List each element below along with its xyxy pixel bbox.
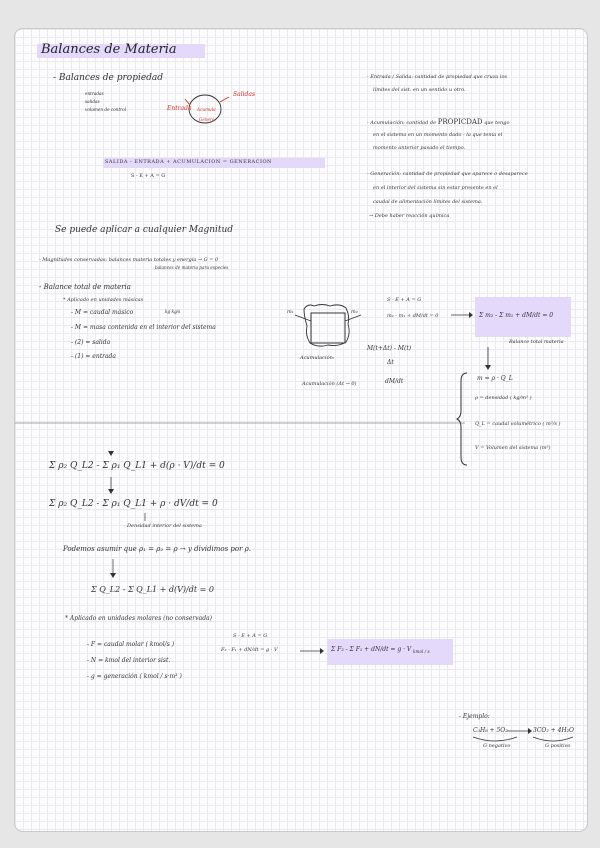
example-left-note: G negativo: [483, 743, 511, 749]
def-generacion-line: caudal de alimentación límites del sistema.: [373, 199, 483, 205]
def-generacion-line: en el interior del sistema sin estar presente en el: [373, 185, 498, 191]
general-balance-short: S - E + A = G: [131, 173, 166, 179]
bracket-volflow-label: Q_L = caudal volumétrico: [475, 421, 541, 427]
balance-line-1: S - E + A = G: [387, 297, 422, 303]
molar-flow-label: - F = caudal molar: [87, 641, 144, 648]
list-item: salidas: [85, 99, 100, 104]
diagram-salidas: Salidas: [233, 91, 256, 98]
mass-flow-def: - M = caudal másico: [71, 309, 134, 316]
molar-flow-def: - F = caudal molar ( kmol/s ): [87, 641, 175, 648]
box-m2: m₂: [351, 309, 358, 315]
page-title: Balances de Materia: [41, 42, 177, 57]
molar-gen-units: kmol / s·m³: [143, 673, 178, 680]
diagram-acumula: Acumula: [197, 107, 216, 112]
mass-flow-units: kg kg/s: [165, 309, 181, 314]
any-magnitude-heading: Se puede aplicar a cualquier Magnitud: [55, 225, 234, 235]
handwritten-lines: [15, 29, 587, 831]
molar-gen-label: - g = generación: [87, 673, 138, 680]
def-acumulacion-line: en el sistema en un momento dado - la que tenía el: [373, 132, 503, 138]
example-heading: - Ejemplo:: [459, 713, 490, 720]
bracket-volume: V = Volumen del sistema (m³): [475, 445, 551, 451]
section-heading-total: - Balance total de materia: [39, 283, 131, 291]
example-right-note: G positivo: [545, 743, 571, 749]
general-balance-banner: SALIDA - ENTRADA + ACUMULACION = GENERACION: [105, 159, 272, 165]
list-item: volumen de control: [85, 107, 126, 112]
acum-label: Acumulación:: [300, 355, 335, 361]
diagram-entrada: Entrada: [167, 105, 192, 112]
molar-result-units: kmol / s: [413, 649, 430, 654]
acum-fraction-den: Δt: [387, 359, 394, 366]
def-entrada-line: - Entrada / Salida: cantidad de propiedad que cruza los: [367, 74, 508, 80]
balance-line-2: m₂ - m₁ + dM/dt = 0: [387, 313, 439, 319]
def-acumulacion-title: [367, 118, 510, 126]
mass-units-sub: * Aplicado en unidades másicas: [63, 297, 144, 303]
molar-eq-top: S - E + A = G: [233, 633, 268, 639]
derivation-assumption: Podemos asumir que ρ₁ = ρ₂ = ρ → y dividimos por ρ.: [63, 545, 252, 553]
molar-result: Σ F₂ - Σ F₁ + dN/dt = g · V: [331, 646, 412, 653]
def-entrada-line: límites del sist. en un sentido u otro.: [373, 87, 466, 93]
molar-content-def: - N = kmol del interior sist.: [87, 657, 171, 664]
list-item: entradas: [85, 91, 104, 96]
def-acumulacion-big: PROPICDAD: [437, 118, 483, 126]
derivation-eq-3: Σ Q_L2 - Σ Q_L1 + d(V)/dt = 0: [91, 585, 214, 594]
acum-dmdt: dM/dt: [385, 378, 404, 385]
conserved-magnitudes: - Magnitudes conservadas: balances materia totales y energía → G = 0: [39, 257, 219, 263]
molar-eq: F₂ - F₁ + dN/dt = g · V: [221, 647, 278, 653]
bracket-density-units: kg/m³: [513, 395, 529, 401]
derivation-eq-1: Σ ρ₂ Q_L2 - Σ ρ₁ Q_L1 + d(ρ · V)/dt = 0: [49, 461, 225, 471]
bracket-mass-flow: m = ρ · Q_L: [477, 375, 513, 382]
acum-fraction-num: M(t+Δt) - M(t): [367, 345, 412, 352]
def-generacion-line: - Generación: cantidad de propiedad que aparece o desaparece: [367, 171, 528, 177]
example-products: 3CO₂ + 4H₂O: [533, 727, 574, 734]
molar-heading: * Aplicado en unidades molares (no conservada): [65, 615, 212, 622]
box-m1: m₁: [287, 309, 294, 315]
def-acumulacion-line: momento anterior pasado el tiempo.: [373, 145, 466, 151]
def-reaccion-note: → Debe haber reacción química: [369, 213, 450, 219]
derivation-eq-2: Σ ρ₂ Q_L2 - Σ ρ₁ Q_L1 + ρ · dV/dt = 0: [49, 499, 218, 509]
molar-flow-units: kmol/s: [149, 641, 170, 648]
section-heading-property: - Balances de propiedad: [53, 73, 164, 83]
inlet-def: - (1) = entrada: [71, 353, 116, 360]
acum-limit-label: Acumulación (Δt → 0): [302, 381, 357, 387]
conserved-note: balances de materia para especies: [155, 265, 229, 270]
diagram-genera: Genera: [199, 117, 215, 122]
balance-result: Σ m₂ - Σ m₁ + dM/dt = 0: [479, 312, 554, 319]
outlet-def: - (2) = salida: [71, 339, 111, 346]
example-reactants: C₃H₈ + 5O₂: [473, 727, 508, 734]
def-acumulacion-post: que tengo: [482, 120, 510, 126]
bracket-density-label: ρ = densidad: [475, 395, 509, 401]
molar-gen-def: - g = generación ( kmol / s·m³ ): [87, 673, 182, 680]
derivation-density-note: Densidad interior del sistema: [127, 523, 202, 529]
notebook-page: [14, 28, 588, 832]
balance-caption: Balance total materia: [509, 339, 564, 345]
mass-content-def: - M = masa contenida en el interior del sistema: [71, 324, 216, 331]
bracket-volflow: Q_L = caudal volumétrico ( m³/s ): [475, 421, 561, 427]
bracket-volflow-units: m³/s: [545, 421, 557, 427]
system-box: [311, 313, 345, 343]
def-acumulacion-pre: - Acumulación: cantidad de: [367, 120, 438, 126]
bracket-density: ρ = densidad ( kg/m³ ): [475, 395, 532, 401]
